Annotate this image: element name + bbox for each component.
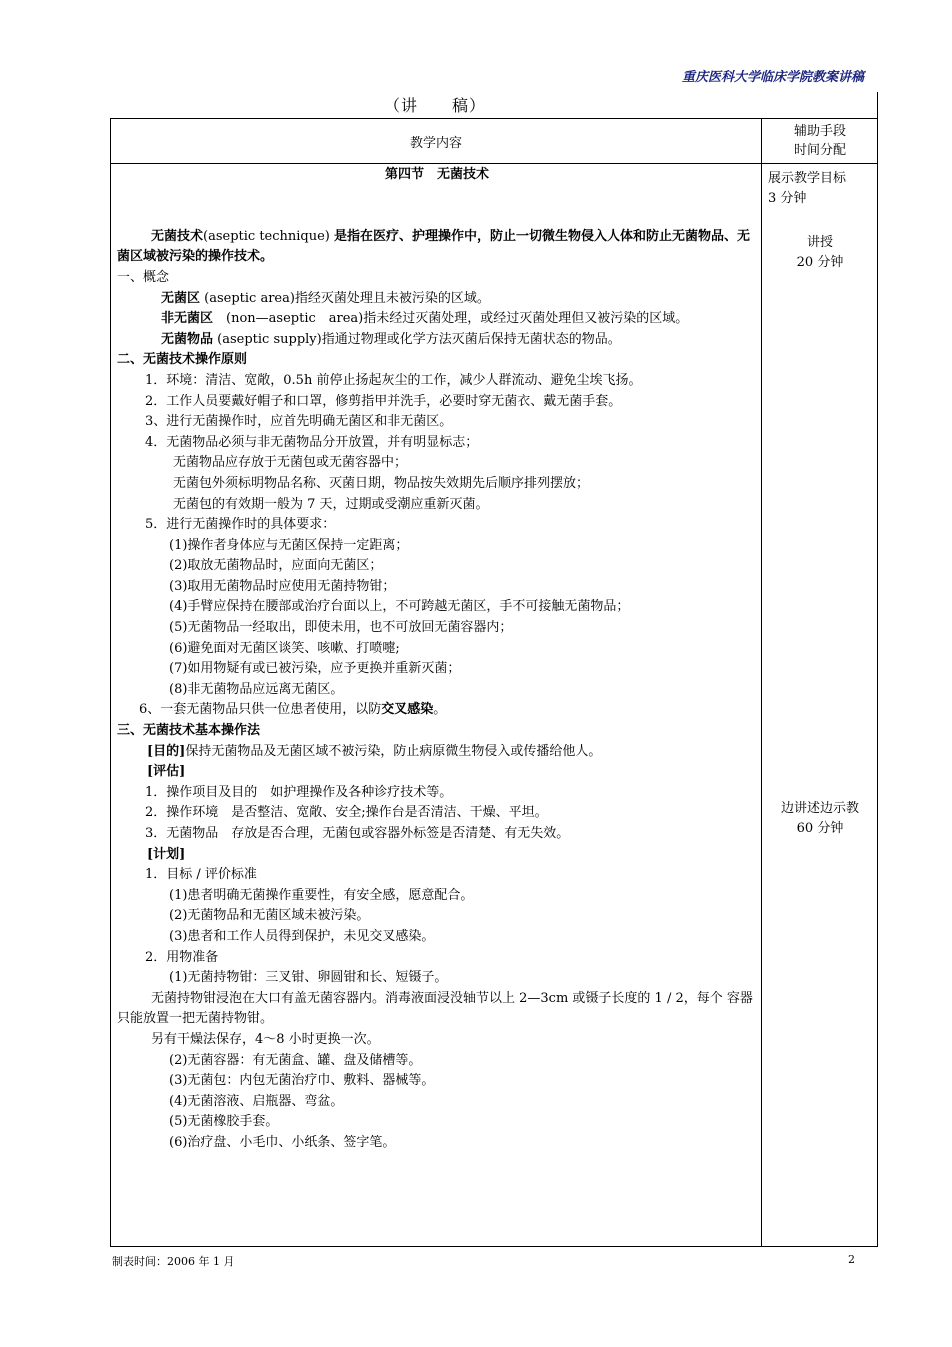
plan-goal-item: (3)患者和工作人员得到保护，未见交叉感染。: [169, 928, 435, 944]
principle-5-item: (6)避免面对无菌区谈笑、咳嗽、打喷嚏;: [169, 640, 400, 656]
plan-goal-item: (1)患者明确无菌操作重要性，有安全感，愿意配合。: [169, 887, 474, 903]
document-title: （讲 稿）: [383, 96, 486, 115]
concept-non-aseptic-area: 非无菌区 (non—aseptic area)指未经过灭菌处理，或经过灭菌处理但又被污染的区域。: [161, 311, 689, 327]
soak-paragraph: 无菌持物钳浸泡在大口有盖无菌容器内。消毒液面浸没轴节以上 2—3cm 或镊子长度的 1 / 2，每个 容器只能放置一把无菌持物钳。: [117, 990, 753, 1027]
header-divider: [111, 163, 877, 164]
plan-supply-item: (6)治疗盘、小毛巾、小纸条、签字笔。: [169, 1134, 396, 1150]
title-divider: [877, 92, 878, 118]
principle-5-item: (1)操作者身体应与无菌区保持一定距离；: [169, 537, 409, 553]
principle-4-detail-1: 无菌物品应存放于无菌包或无菌容器中；: [173, 455, 408, 471]
page-number: 2: [848, 1253, 855, 1266]
plan-goal-item: (2)无菌物品和无菌区域未被污染。: [169, 908, 370, 924]
plan-supplies-heading: 2．用物准备: [145, 949, 219, 965]
plan-label: [计划]: [147, 846, 186, 862]
principle-3: 3、进行无菌操作时，应首先明确无菌区和非无菌区。: [145, 414, 453, 430]
plan-supply-item: (4)无菌溶液、启瓶器、弯盆。: [169, 1093, 344, 1109]
institution-header: 重庆医科大学临床学院教案讲稿: [681, 70, 864, 85]
principle-1: 1．环境：清洁、宽敞，0.5h 前停止扬起灰尘的工作，减少人群流动、避免尘埃飞扬。: [145, 372, 642, 388]
heading-concepts: 一、概念: [117, 269, 170, 285]
principle-4-detail-3: 无菌包的有效期一般为 7 天，过期或受潮应重新灭菌。: [173, 496, 489, 512]
principle-5-item: (3)取用无菌物品时应使用无菌持物钳；: [169, 578, 396, 594]
principle-4-detail-2: 无菌包外须标明物品名称、灭菌日期，物品按失效期先后顺序排列摆放；: [173, 475, 590, 491]
assess-label: [评估]: [147, 764, 186, 780]
principle-5-item: (8)非无菌物品应远离无菌区。: [169, 681, 344, 697]
principle-6: 6、一套无菌物品只供一位患者使用，以防交叉感染。: [139, 702, 447, 718]
footer-made-time: 制表时间：2006 年 1 月: [112, 1255, 235, 1268]
dry-paragraph: 另有干燥法保存，4～8 小时更换一次。: [151, 1031, 380, 1047]
plan-supply-item: (1)无菌持物钳：三叉钳、卵圆钳和长、短镊子。: [169, 970, 448, 986]
principle-5-item: (2)取放无菌物品时，应面向无菌区；: [169, 558, 383, 574]
principle-5-item: (4)手臂应保持在腰部或治疗台面以上，不可跨越无菌区，手不可接触无菌物品；: [169, 599, 630, 615]
principle-5-item: (7)如用物疑有或已被污染，应予更换并重新灭菌；: [169, 661, 461, 677]
plan-supply-item: (5)无菌橡胶手套。: [169, 1114, 279, 1130]
lecture-content: [117, 165, 757, 1154]
principle-5-item: (5)无菌物品一经取出，即使未用，也不可放回无菌容器内；: [169, 620, 513, 636]
plan-goal-heading: 1．目标 / 评价标准: [145, 867, 257, 883]
column-header-aids: [762, 119, 878, 163]
column-header-content: 教学内容: [409, 135, 462, 151]
definition-paragraph: 无菌技术(aseptic technique) 是指在医疗、护理操作中，防止一切微生物侵入人体和防止无菌物品、无菌区域被污染的操作技术。: [117, 228, 751, 265]
assess-item: 3．无菌物品 存放是否合理，无菌包或容器外标签是否清楚、有无失效。: [145, 826, 570, 841]
principle-5: 5．进行无菌操作时的具体要求：: [145, 517, 336, 533]
assess-item: 1．操作项目及目的 如护理操作及各种诊疗技术等。: [145, 784, 453, 800]
spacer: [117, 206, 757, 227]
column-header-aids-line1: 辅助手段: [793, 124, 846, 139]
plan-supply-item: (2)无菌容器：有无菌盒、罐、盘及储槽等。: [169, 1052, 422, 1068]
column-header-aids-line2: 时间分配: [793, 143, 846, 158]
side-note-3: 边讲述边示教 60 分钟: [780, 801, 859, 836]
column-divider: [761, 119, 762, 1246]
lecture-table: [110, 118, 878, 1247]
goal-paragraph: [目的]保持无菌物品及无菌区域不被污染，防止病原微生物侵入或传播给他人。: [147, 743, 602, 759]
section-title: 第四节 无菌技术: [384, 167, 489, 182]
spacer: [117, 186, 757, 207]
heading-principles: 二、无菌技术操作原则: [117, 352, 248, 368]
heading-basic-operations: 三、无菌技术基本操作法: [117, 723, 261, 739]
side-note-1: 展示教学目标 3 分钟: [768, 171, 847, 206]
principle-2: 2．工作人员要戴好帽子和口罩，修剪指甲并洗手，必要时穿无菌衣、戴无菌手套。: [145, 393, 622, 409]
side-note-2: 讲授 20 分钟: [796, 235, 844, 270]
concept-aseptic-area: 无菌区 (aseptic area)指经灭菌处理且未被污染的区域。: [161, 290, 490, 306]
principle-4: 4．无菌物品必须与非无菌物品分开放置，并有明显标志；: [145, 434, 479, 450]
concept-aseptic-supply: 无菌物品 (aseptic supply)指通过物理或化学方法灭菌后保持无菌状态的物品。: [161, 331, 621, 347]
assess-item: 2．操作环境 是否整洁、宽敞、安全;操作台是否清洁、干燥、平坦。: [145, 805, 548, 821]
plan-supply-item: (3)无菌包：内包无菌治疗巾、敷料、器械等。: [169, 1073, 435, 1089]
